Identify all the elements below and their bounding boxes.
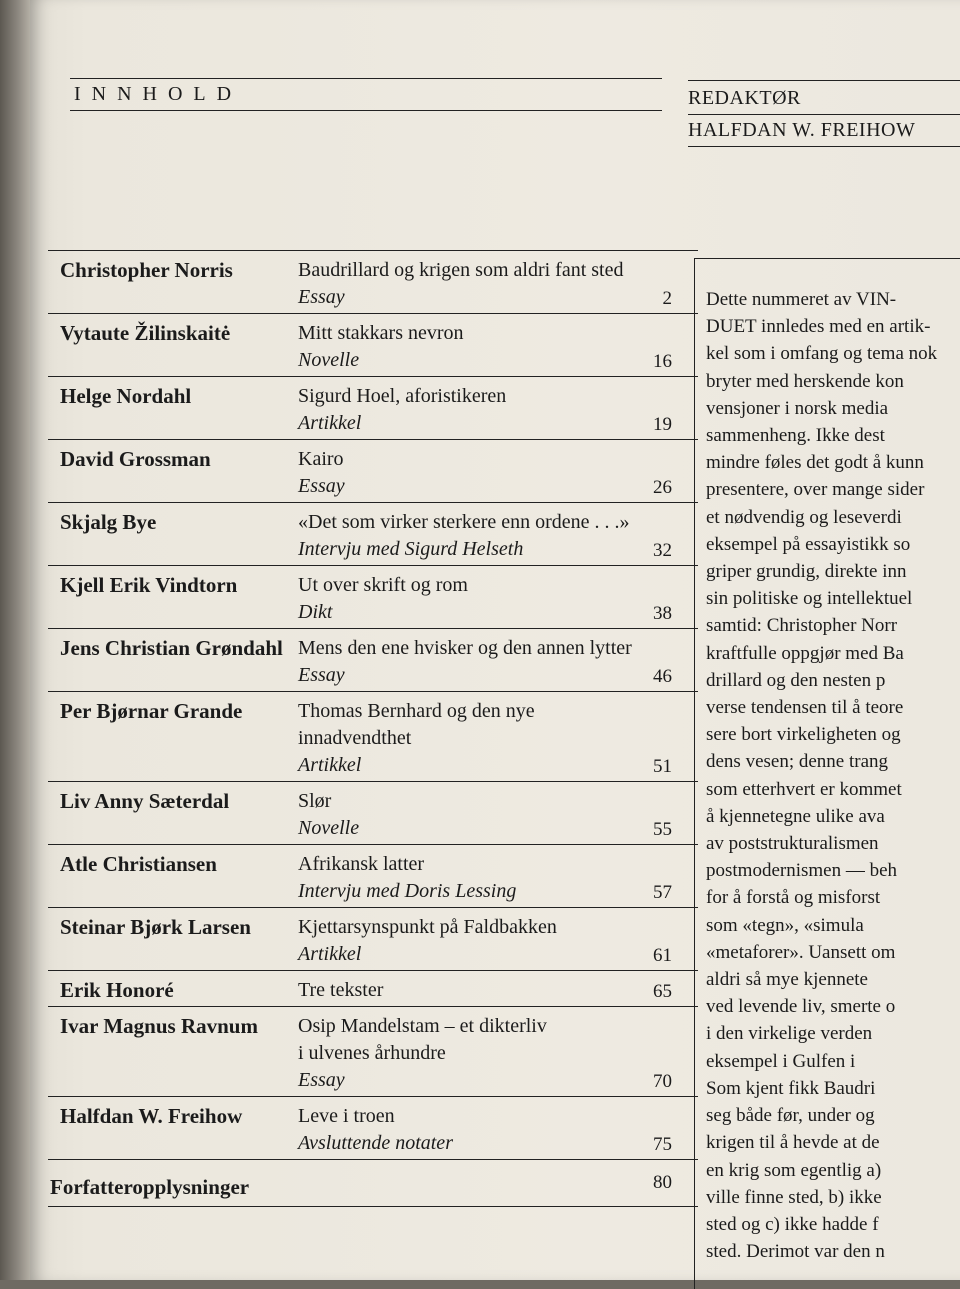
column-text-line: et nødvendig og leseverdi <box>706 506 902 528</box>
toc-entry[interactable] <box>48 314 698 377</box>
toc-work <box>298 1013 643 1094</box>
toc-page-number: 46 <box>653 666 672 687</box>
toc-title-line: Slør <box>298 790 332 812</box>
column-text-line: for å forstå og misforst <box>706 887 881 909</box>
toc-author: David Grossman <box>60 447 211 471</box>
toc-author: Vytaute Žilinskaitė <box>60 321 231 345</box>
column-text-line: krigen til å hevde at de <box>706 1132 880 1154</box>
column-text-line: postmodernismen — beh <box>706 860 898 882</box>
toc-entry[interactable] <box>48 1007 698 1097</box>
toc-entry[interactable] <box>48 908 698 971</box>
toc-genre: Novelle <box>298 349 360 371</box>
toc-entry[interactable] <box>48 629 698 692</box>
column-text-line: en krig som egentlig a) <box>706 1159 882 1181</box>
toc-author: Per Bjørnar Grande <box>60 699 243 723</box>
column-text-line: griper grundig, direkte inn <box>706 561 907 583</box>
toc-entry[interactable] <box>48 566 698 629</box>
column-text-line: ved levende liv, smerte o <box>706 996 896 1018</box>
toc-work <box>298 914 643 968</box>
toc-entry[interactable] <box>48 503 698 566</box>
column-text-line: vensjoner i norsk media <box>706 397 889 419</box>
column-text-line: presentere, over mange sider <box>706 479 925 501</box>
intro-column-text <box>706 286 960 1280</box>
toc-author: Liv Anny Sæterdal <box>60 789 230 813</box>
final-entry-page: 80 <box>653 1172 672 1193</box>
toc-genre: Novelle <box>298 817 360 839</box>
column-text-line: mindre føles det godt å kunn <box>706 452 924 474</box>
column-text-line: Dette nummeret av VIN- <box>706 289 897 310</box>
contents-title: INNHOLD <box>74 83 243 105</box>
toc-work <box>298 257 643 311</box>
toc-work <box>298 788 643 842</box>
toc-author: Erik Honoré <box>60 978 174 1002</box>
toc-page-number: 38 <box>653 603 672 624</box>
column-text-line: seg både før, under og <box>706 1105 875 1127</box>
toc-title-line: Mitt stakkars nevron <box>298 322 464 344</box>
toc-author: Jens Christian Grøndahl <box>60 636 283 660</box>
toc-genre: Artikkel <box>298 943 362 965</box>
toc-title-line: Leve i troen <box>298 1105 395 1127</box>
toc-final-entry[interactable] <box>48 1160 698 1207</box>
toc-title-line: Afrikansk latter <box>298 853 425 875</box>
column-text-line: verse tendensen til å teore <box>706 697 904 719</box>
column-text-line: sammenheng. Ikke dest <box>706 425 885 447</box>
toc-title-line: Baudrillard og krigen som aldri fant sted <box>298 259 624 281</box>
column-text-line: kel som i omfang og tema nok <box>706 343 938 365</box>
toc-entry[interactable] <box>48 1097 698 1160</box>
contents-header <box>70 78 662 111</box>
book-gutter <box>0 0 30 1280</box>
editor-label: REDAKTØR <box>688 87 801 109</box>
toc-title-line: innadvendthet <box>298 727 412 749</box>
toc-author: Ivar Magnus Ravnum <box>60 1014 258 1038</box>
toc-entry[interactable] <box>48 971 698 1007</box>
toc-author: Steinar Bjørk Larsen <box>60 915 251 939</box>
column-text-line: dens vesen; denne trang <box>706 751 889 773</box>
toc-title-line: Ut over skrift og rom <box>298 574 468 596</box>
column-text-line: eksempel i Gulfen i <box>706 1050 856 1072</box>
column-text-line: bryter med herskende kon <box>706 370 904 392</box>
column-text-line: som «tegn», «simula <box>706 914 864 936</box>
toc-page-number: 51 <box>653 756 672 777</box>
toc-work <box>298 635 643 689</box>
toc-title-line: Sigurd Hoel, aforistikeren <box>298 385 507 407</box>
toc-work <box>298 446 643 500</box>
toc-genre: Dikt <box>298 601 333 623</box>
toc-entries <box>48 251 698 1160</box>
table-of-contents <box>48 250 698 1207</box>
toc-title-line: i ulvenes århundre <box>298 1042 446 1064</box>
toc-work <box>298 1103 643 1157</box>
toc-genre: Avsluttende notater <box>298 1132 453 1154</box>
toc-title-line: Osip Mandelstam – et dikterliv <box>298 1015 547 1037</box>
toc-work <box>298 509 643 563</box>
toc-entry[interactable] <box>48 692 698 782</box>
toc-entry[interactable] <box>48 377 698 440</box>
toc-page-number: 26 <box>653 477 672 498</box>
toc-page-number: 65 <box>653 981 672 1002</box>
toc-page-number: 2 <box>662 288 672 309</box>
column-text-line: sere bort virkeligheten og <box>706 724 901 746</box>
column-text-line: samtid: Christopher Norr <box>706 615 898 637</box>
toc-title-line: Tre tekster <box>298 979 384 1001</box>
toc-work <box>298 851 643 905</box>
toc-entry[interactable] <box>48 782 698 845</box>
column-text-line: Som kjent fikk Baudri <box>706 1077 876 1099</box>
column-text-line: av poststrukturalismen <box>706 833 879 855</box>
toc-title-line: Kjettarsynspunkt på Faldbakken <box>298 916 557 938</box>
toc-author: Kjell Erik Vindtorn <box>60 573 238 597</box>
editor-name: HALFDAN W. FREIHOW <box>688 119 916 141</box>
toc-author: Helge Nordahl <box>60 384 192 408</box>
toc-author: Halfdan W. Freihow <box>60 1104 243 1128</box>
toc-page-number: 55 <box>653 819 672 840</box>
toc-genre: Intervju med Sigurd Helseth <box>298 538 524 560</box>
toc-entry[interactable] <box>48 845 698 908</box>
toc-title-line: Kairo <box>298 448 344 470</box>
editor-block <box>688 80 960 147</box>
toc-title-line: Thomas Bernhard og den nye <box>298 700 535 722</box>
toc-genre: Artikkel <box>298 754 362 776</box>
column-text-line: å kjennetegne ulike ava <box>706 805 885 827</box>
toc-work <box>298 383 643 437</box>
column-text-line: sin politiske og intellektuel <box>706 588 913 610</box>
toc-title-line: Mens den ene hvisker og den annen lytter <box>298 637 632 659</box>
column-text-line: sted. Derimot var den n <box>706 1241 885 1263</box>
toc-page-number: 57 <box>653 882 672 903</box>
column-text-line: i den virkelige verden <box>706 1023 873 1045</box>
column-text-line: ville finne sted, b) ikke <box>706 1186 882 1208</box>
column-text-line: eksempel på essayistikk so <box>706 533 911 555</box>
toc-genre: Essay <box>298 1069 345 1091</box>
column-text-line: sted og c) ikke hadde f <box>706 1213 879 1235</box>
toc-page-number: 19 <box>653 414 672 435</box>
toc-genre: Essay <box>298 475 345 497</box>
toc-page-number: 32 <box>653 540 672 561</box>
toc-genre: Essay <box>298 286 345 308</box>
toc-work <box>298 977 643 1004</box>
toc-work <box>298 320 643 374</box>
toc-author: Skjalg Bye <box>60 510 157 534</box>
toc-work <box>298 698 643 779</box>
toc-page-number: 75 <box>653 1134 672 1155</box>
toc-entry[interactable] <box>48 440 698 503</box>
toc-work <box>298 572 643 626</box>
final-entry-label: Forfatteropplysninger <box>50 1175 250 1199</box>
column-text-line: drillard og den nesten p <box>706 669 886 691</box>
toc-page-number: 70 <box>653 1071 672 1092</box>
toc-genre: Artikkel <box>298 412 362 434</box>
toc-entry[interactable] <box>48 251 698 314</box>
toc-author: Atle Christiansen <box>60 852 217 876</box>
column-text-line: «metaforer». Uansett om <box>706 941 896 963</box>
column-text-line: aldri så mye kjennete <box>706 969 868 991</box>
toc-author: Christopher Norris <box>60 258 233 282</box>
column-text-line: som etterhvert er kommet <box>706 778 902 800</box>
toc-genre: Essay <box>298 664 345 686</box>
column-text-line: DUET innledes med en artik- <box>706 316 931 338</box>
header-bottom-rule <box>70 110 662 111</box>
toc-page-number: 16 <box>653 351 672 372</box>
toc-page-number: 61 <box>653 945 672 966</box>
toc-genre: Intervju med Doris Lessing <box>298 880 517 902</box>
column-text-line: kraftfulle oppgjør med Ba <box>706 642 904 664</box>
toc-title-line: «Det som virker sterkere enn ordene . . .» <box>298 511 630 533</box>
editor-bottom-rule <box>688 146 960 147</box>
